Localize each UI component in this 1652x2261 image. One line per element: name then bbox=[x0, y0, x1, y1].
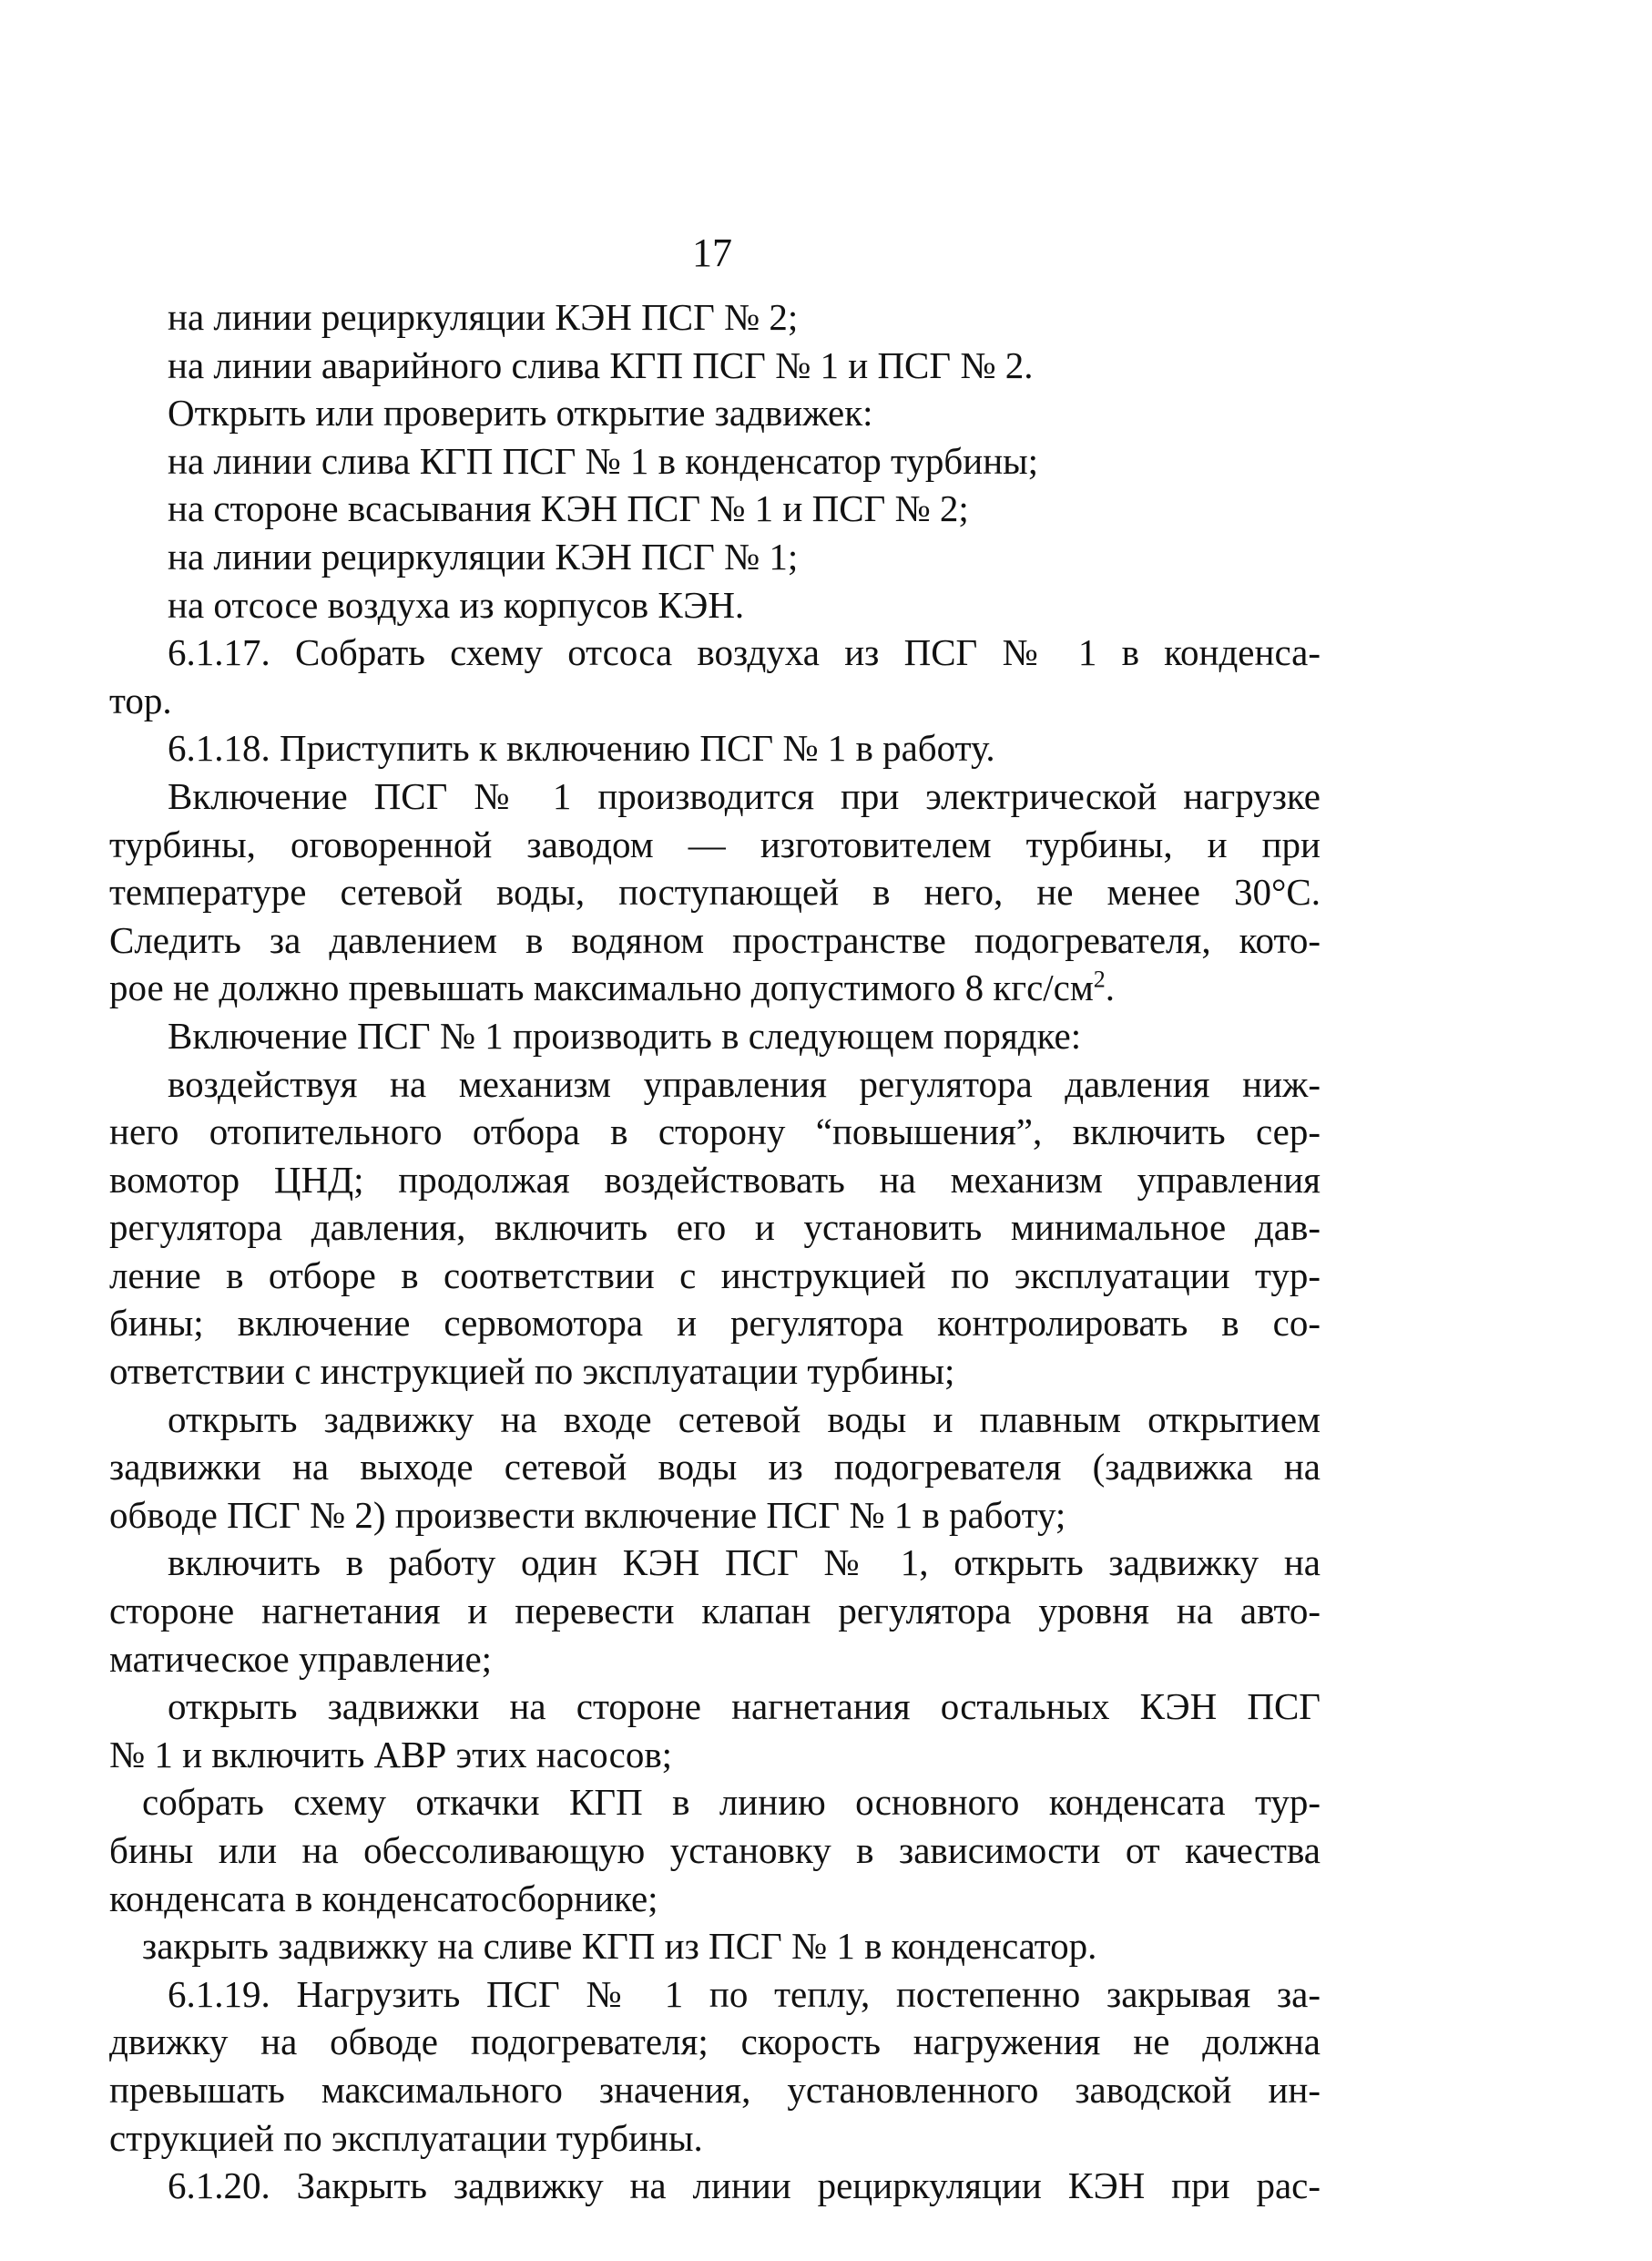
text-line: включить в работу один КЭН ПСГ № 1, открыть задвижку на bbox=[168, 1541, 1321, 1584]
superscript: 2 bbox=[1093, 966, 1106, 993]
text-fragment: . bbox=[1105, 967, 1116, 1009]
text-line: на линии рециркуляции КЭН ПСГ № 2; bbox=[168, 296, 799, 338]
text-line: Следить за давлением в водяном пространстве подогревателя, кото- bbox=[109, 918, 1321, 961]
text-line: турбины, оговоренной заводом — изготовителем турбины, и при bbox=[109, 823, 1321, 865]
document-body bbox=[109, 293, 1321, 2210]
text-line: воздействуя на механизм управления регулятора давления ниж- bbox=[168, 1062, 1321, 1105]
text-line: обводе ПСГ № 2) произвести включение ПСГ № 1 в работу; bbox=[109, 1493, 1066, 1536]
text-line: конденсата в конденсатосборнике; bbox=[109, 1877, 658, 1919]
text-line: тор. bbox=[109, 679, 172, 721]
text-line: бины; включение сервомотора и регулятора контролировать в со- bbox=[109, 1302, 1321, 1345]
text-line: на отсосе воздуха из корпусов КЭН. bbox=[168, 583, 745, 626]
text-line: температуре сетевой воды, поступающей в него, не менее 30°С. bbox=[109, 871, 1321, 914]
section-heading-6-1-20: 6.1.20. Закрыть задвижку на линии рециркуляции КЭН при рас- bbox=[168, 2164, 1321, 2207]
text-line: № 1 и включить АВР этих насосов; bbox=[109, 1733, 673, 1775]
text-line bbox=[109, 964, 1321, 1012]
text-line: ответствии с инструкцией по эксплуатации турбины; bbox=[109, 1350, 955, 1393]
text-fragment: рое не должно превышать максимально допустимого 8 кгс/см bbox=[109, 967, 1094, 1009]
text-line: вомотор ЦНД; продолжая воздействовать на механизм управления bbox=[109, 1158, 1321, 1201]
text-line: матическое управление; bbox=[109, 1637, 493, 1680]
text-line: него отопительного отбора в сторону “повышения”, включить сер- bbox=[109, 1110, 1321, 1153]
text-line: превышать максимального значения, установленного заводской ин- bbox=[109, 2068, 1321, 2111]
text-line: закрыть задвижку на сливе КГП из ПСГ № 1 в конденсатор. bbox=[142, 1925, 1097, 1968]
text-line: регулятора давления, включить его и установить минимальное дав- bbox=[109, 1206, 1321, 1249]
text-line: Включение ПСГ № 1 производить в следующем порядке: bbox=[168, 1014, 1082, 1057]
text-line: на стороне всасывания КЭН ПСГ № 1 и ПСГ № 2; bbox=[168, 487, 969, 530]
text-line: движку на обводе подогревателя; скорость нагружения не должна bbox=[109, 2021, 1321, 2063]
text-line: открыть задвижку на входе сетевой воды и плавным открытием bbox=[168, 1397, 1321, 1440]
section-heading-6-1-19: 6.1.19. Нагрузить ПСГ № 1 по теплу, постепенно закрывая за- bbox=[168, 1972, 1321, 2015]
page-number: 17 bbox=[692, 230, 732, 275]
text-line: Открыть или проверить открытие задвижек: bbox=[168, 392, 873, 435]
text-line: открыть задвижки на стороне нагнетания остальных КЭН ПСГ bbox=[168, 1685, 1321, 1728]
section-heading-6-1-18: 6.1.18. Приступить к включению ПСГ № 1 в работу. bbox=[168, 727, 995, 770]
text-line: задвижки на выходе сетевой воды из подогревателя (задвижка на bbox=[109, 1446, 1321, 1489]
text-line: собрать схему откачки КГП в линию основного конденсата тур- bbox=[142, 1781, 1321, 1824]
text-line: на линии аварийного слива КГП ПСГ № 1 и ПСГ № 2. bbox=[168, 343, 1034, 386]
text-line: на линии слива КГП ПСГ № 1 в конденсатор турбины; bbox=[168, 439, 1039, 482]
text-line: на линии рециркуляции КЭН ПСГ № 1; bbox=[168, 535, 799, 578]
text-line: стороне нагнетания и перевести клапан регулятора уровня на авто- bbox=[109, 1590, 1321, 1632]
text-line: струкцией по эксплуатации турбины. bbox=[109, 2116, 703, 2159]
text-line: ление в отборе в соответствии с инструкцией по эксплуатации тур- bbox=[109, 1253, 1321, 1296]
text-line: Включение ПСГ № 1 производится при электрической нагрузке bbox=[168, 774, 1321, 817]
text-line: бины или на обессоливающую установку в зависимости от качества bbox=[109, 1829, 1321, 1871]
section-heading-6-1-17: 6.1.17. Собрать схему отсоса воздуха из ПСГ № 1 в конденса- bbox=[168, 631, 1321, 674]
